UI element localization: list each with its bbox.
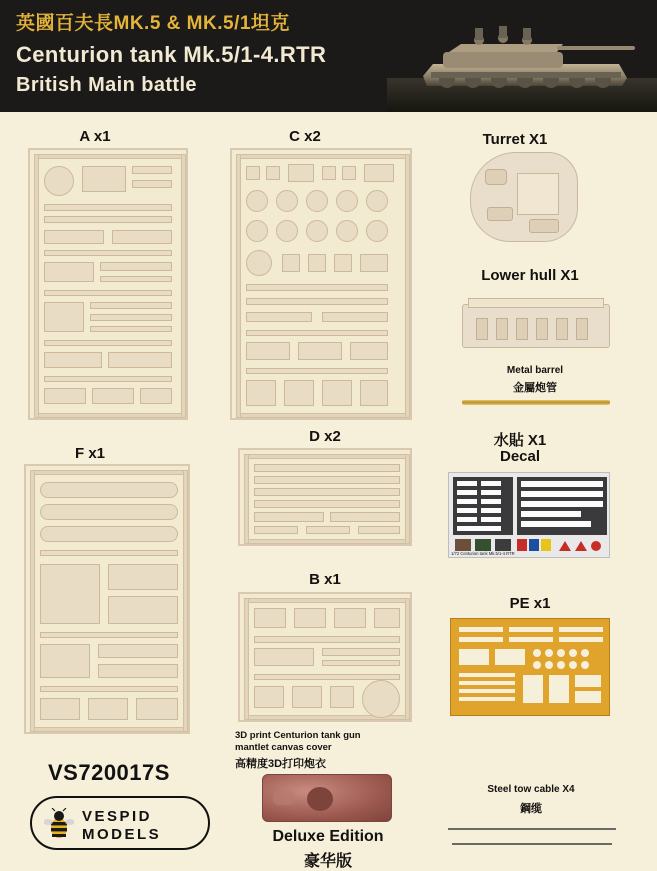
vespid-models-logo bbox=[30, 796, 210, 850]
label-decal-en: Decal bbox=[499, 448, 541, 465]
print3d-label-en-1: 3D print Centurion tank gun bbox=[235, 730, 361, 741]
decal-caption: 1/72 Centurion tank Mk.5/1-4.RTR bbox=[451, 551, 515, 556]
title-english-sub: British Main battle bbox=[16, 74, 197, 96]
label-lower-hull: Lower hull X1 bbox=[481, 267, 579, 284]
title-english-main: Centurion tank Mk.5/1-4.RTR bbox=[16, 42, 327, 67]
metal-barrel-part bbox=[462, 400, 610, 405]
photo-etch-fret bbox=[450, 618, 610, 716]
sprue-b bbox=[238, 592, 412, 722]
label-sprue-b: B x1 bbox=[309, 571, 341, 588]
metal-barrel-label-en: Metal barrel bbox=[506, 365, 564, 376]
title-banner bbox=[0, 0, 657, 112]
contents-sheet bbox=[0, 112, 657, 868]
sprue-d bbox=[238, 448, 412, 546]
label-pe: PE x1 bbox=[509, 595, 551, 612]
label-sprue-c: C x2 bbox=[289, 128, 321, 145]
sprue-a bbox=[28, 148, 188, 420]
print3d-mantlet-cover bbox=[262, 774, 392, 822]
print3d-label-en-2: mantlet canvas cover bbox=[235, 742, 332, 753]
lower-hull-part bbox=[462, 294, 610, 356]
steel-tow-cable-part bbox=[452, 843, 612, 845]
logo-text-models: MODELS bbox=[82, 826, 162, 843]
sprue-c bbox=[230, 148, 412, 420]
deluxe-edition-en: Deluxe Edition bbox=[272, 828, 384, 845]
logo-text-vespid: VESPID bbox=[82, 808, 153, 825]
decal-sheet bbox=[448, 472, 610, 558]
kit-number: VS720017S bbox=[48, 760, 170, 785]
label-decal-cn: 水貼 X1 bbox=[493, 432, 547, 449]
label-turret: Turret X1 bbox=[482, 131, 548, 148]
turret-part bbox=[470, 152, 578, 242]
metal-barrel-label-cn: 金屬炮管 bbox=[513, 382, 557, 394]
sprue-f bbox=[24, 464, 190, 734]
label-sprue-a: A x1 bbox=[79, 128, 111, 145]
label-sprue-f: F x1 bbox=[74, 445, 105, 462]
title-chinese: 英國百夫長MK.5 & MK.5/1坦克 bbox=[16, 13, 290, 34]
label-sprue-d: D x2 bbox=[309, 428, 341, 445]
centurion-tank-photo bbox=[387, 0, 657, 112]
bee-icon bbox=[44, 808, 74, 840]
tow-cable-label-cn: 鋼缆 bbox=[520, 803, 542, 815]
print3d-label-cn: 高精度3D打印炮衣 bbox=[235, 758, 327, 770]
tow-cable-label-en: Steel tow cable X4 bbox=[487, 784, 575, 795]
steel-tow-cable-part bbox=[448, 828, 616, 830]
deluxe-edition-cn: 豪华版 bbox=[303, 853, 352, 870]
